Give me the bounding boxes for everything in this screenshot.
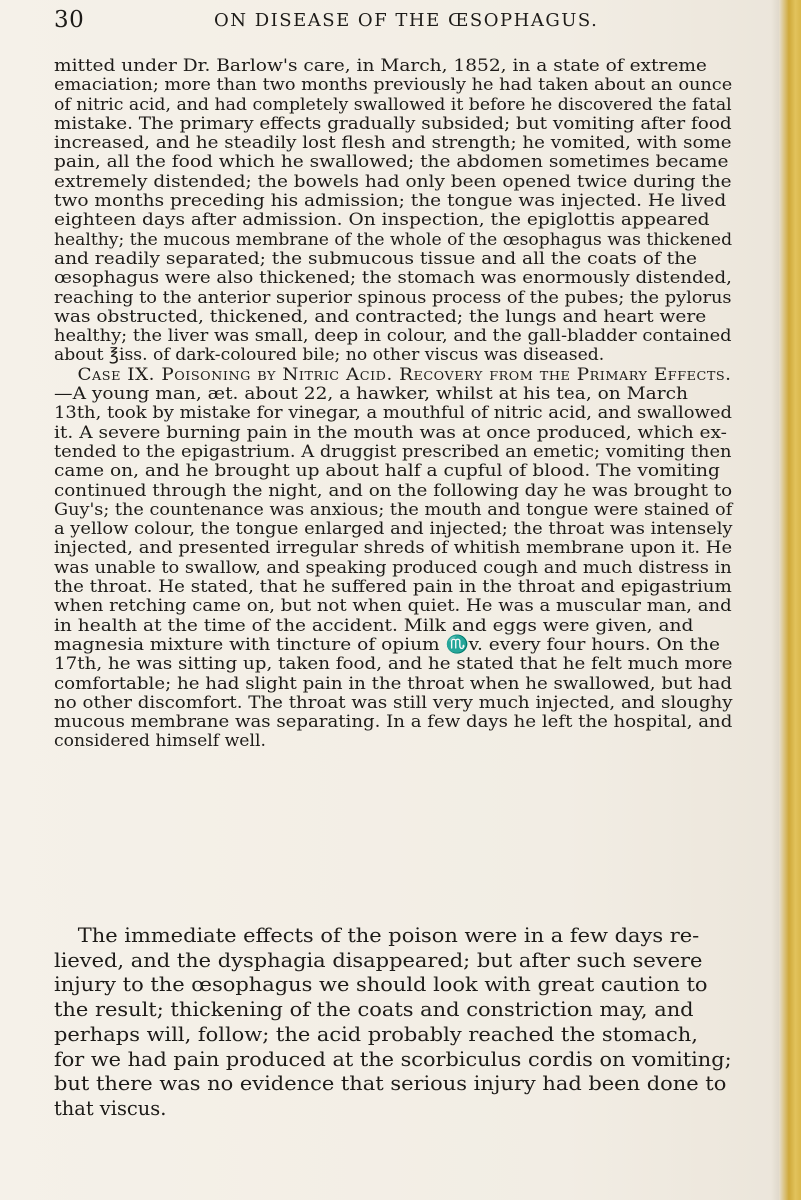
text-line: continued through the night, and on the following day he was brought to xyxy=(54,480,733,501)
text-line: of nitric acid, and had completely swallowed it before he discovered the fatal xyxy=(54,94,732,115)
text-line: increased, and he steadily lost flesh and strength; he vomited, with some xyxy=(54,133,732,154)
text-line: when retching came on, but not when quiet. He was a muscular man, and xyxy=(54,596,732,617)
case-heading: Case IX. Poisoning by Nitric Acid. Recovery from the Primary Effects. xyxy=(77,364,732,385)
text-line: emaciation; more than two months previously he had taken about an ounce xyxy=(54,75,733,96)
text-line: was unable to swallow, and speaking produced cough and much distress in xyxy=(54,557,732,578)
text-line: the result; thickening of the coats and constriction may, and xyxy=(54,998,694,1022)
text-line: reaching to the anterior superior spinous process of the pubes; the pylorus xyxy=(54,287,732,308)
text-line: two months preceding his admission; the tongue was injected. He lived xyxy=(54,191,727,212)
text-line: came on, and he brought up about half a cupful of blood. The vomiting xyxy=(54,461,720,482)
text-line: injected, and presented irregular shreds of whitish membrane upon it. He xyxy=(54,538,733,559)
text-line: and readily separated; the submucous tissue and all the coats of the xyxy=(54,248,698,269)
text-line: that viscus. xyxy=(54,1096,167,1120)
text-line: 17th, he was sitting up, taken food, and he stated that he felt much more xyxy=(54,654,733,675)
text-line: Guy's; the countenance was anxious; the mouth and tongue were stained of xyxy=(54,499,733,520)
text-line: eighteen days after admission. On inspection, the epiglottis appeared xyxy=(54,210,710,231)
text-line: comfortable; he had slight pain in the throat when he swallowed, but had xyxy=(54,673,732,694)
text-line: œsophagus were also thickened; the stomach was enormously distended, xyxy=(54,268,732,289)
text-line: The immediate effects of the poison were in a few days re- xyxy=(77,924,700,947)
text-line: mitted under Dr. Barlow's care, in March, 1852, in a state of extreme xyxy=(54,56,707,76)
text-line: considered himself well. xyxy=(54,731,266,752)
page-gutter-shadow xyxy=(771,0,779,1200)
text-line: lieved, and the dysphagia disappeared; but after such severe xyxy=(54,948,703,972)
commentary-paragraph xyxy=(54,924,732,1122)
text-line: in health at the time of the accident. Milk and eggs were given, and xyxy=(54,615,694,636)
text-line: no other discomfort. The throat was still very much injected, and sloughy xyxy=(54,692,733,713)
text-line: 13th, took by mistake for vinegar, a mouthful of nitric acid, and swallowed xyxy=(54,403,732,424)
text-line: magnesia mixture with tincture of opium ♏v. every four hours. On the xyxy=(54,634,721,655)
text-line: healthy; the liver was small, deep in colour, and the gall-bladder contained xyxy=(54,326,732,347)
text-line: perhaps will, follow; the acid probably reached the stomach, xyxy=(54,1022,698,1046)
text-line: healthy; the mucous membrane of the whole of the œsophagus was thickened xyxy=(54,229,733,250)
running-title: ON DISEASE OF THE ŒSOPHAGUS. xyxy=(214,10,599,31)
text-line: —A young man, æt. about 22, a hawker, whilst at his tea, on March xyxy=(54,384,688,405)
text-line: extremely distended; the bowels had only been opened twice during the xyxy=(54,171,732,192)
text-line: pain, all the food which he swallowed; the abdomen sometimes became xyxy=(54,152,729,173)
text-line: injury to the œsophagus we should look with great caution to xyxy=(54,973,708,997)
text-line: the throat. He stated, that he suffered pain in the throat and epigastrium xyxy=(54,577,732,598)
page-header xyxy=(54,7,744,41)
text-line: but there was no evidence that serious injury had been done to xyxy=(54,1072,727,1096)
text-line: was obstructed, thickened, and contracted; the lungs and heart were xyxy=(54,306,707,327)
text-line: for we had pain produced at the scorbiculus cordis on vomiting; xyxy=(54,1047,732,1071)
gilt-page-edge xyxy=(779,0,801,1200)
page-number: 30 xyxy=(54,7,85,33)
text-line: mucous membrane was separating. In a few days he left the hospital, and xyxy=(54,712,733,733)
text-line: a yellow colour, the tongue enlarged and injected; the throat was intensely xyxy=(54,519,733,540)
text-line: it. A severe burning pain in the mouth was at once produced, which ex- xyxy=(54,422,727,443)
text-line: tended to the epigastrium. A druggist prescribed an emetic; vomiting then xyxy=(54,441,732,462)
case-text-block xyxy=(54,57,732,752)
text-line: about ℥iss. of dark-coloured bile; no other viscus was diseased. xyxy=(54,345,605,366)
text-line: mistake. The primary effects gradually subsided; but vomiting after food xyxy=(54,113,732,134)
